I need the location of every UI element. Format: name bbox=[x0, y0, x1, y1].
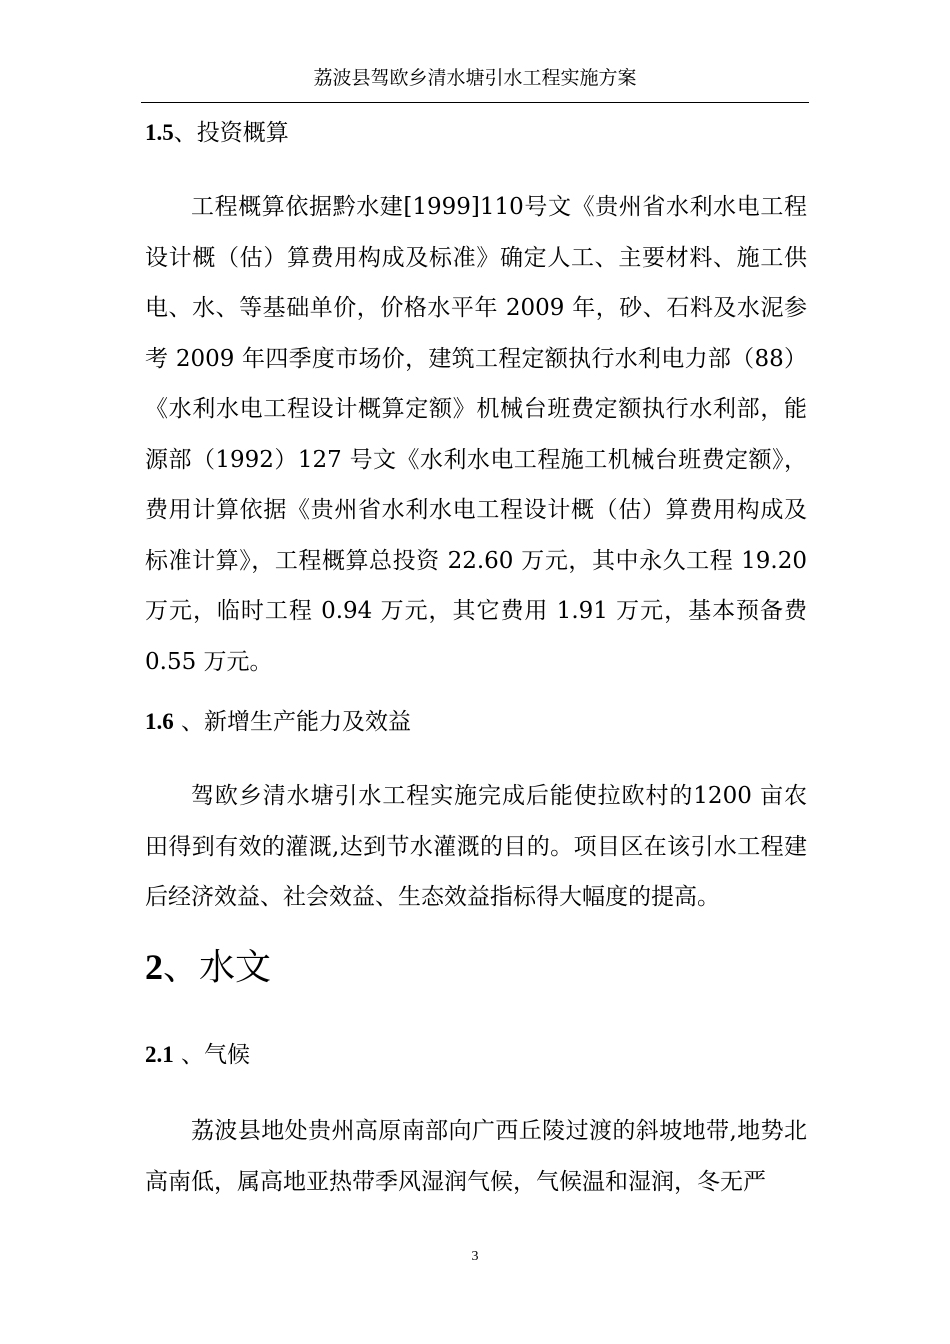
chapter-2-heading bbox=[145, 945, 271, 990]
section-2-1-heading bbox=[145, 1039, 250, 1071]
section-title: 、新增生产能力及效益 bbox=[173, 709, 412, 735]
header-rule bbox=[141, 102, 809, 103]
section-1-6-heading bbox=[145, 706, 411, 738]
section-number: 1.6 bbox=[145, 709, 174, 734]
section-1-5-body: 工程概算依据黔水建[1999]110号文《贵州省水利水电工程设计概（估）算费用构成及标准》确定人工、主要材料、施工供电、水、等基础单价，价格水平年 2009 年，砂、石料及水泥参考 2009 年四季度市场价，建筑工程定额执行水利电力部（88）《水利水电工程设计概算定额》机械台班费定额执行水利部，能源部（1992）127 号文《水利水电工程施工机械台班费定额》，费用计算依据《贵州省水利水电工程设计概（估）算费用构成及标准计算》，工程概算总投资 22.60 万元，其中永久工程 19.20 万元，临时工程 0.94 万元，其它费用 1.91 万元，基本预备费 0.55 万元。 bbox=[145, 194, 808, 675]
section-2-1-body: 荔波县地处贵州高原南部向广西丘陵过渡的斜坡地带,地势北高南低，属高地亚热带季风湿润气候，气候温和湿润，冬无严 bbox=[145, 1118, 807, 1195]
section-1-6-body: 驾欧乡清水塘引水工程实施完成后能使拉欧村的1200 亩农田得到有效的灌溉,达到节水灌溉的目的。项目区在该引水工程建后经济效益、社会效益、生态效益指标得大幅度的提高。 bbox=[145, 783, 807, 910]
section-number: 2.1 bbox=[145, 1042, 174, 1067]
section-title: 、投资概算 bbox=[173, 120, 289, 146]
section-1-5-heading bbox=[145, 117, 289, 149]
chapter-title: 、水文 bbox=[163, 947, 272, 988]
section-number: 1.5 bbox=[145, 120, 174, 145]
page-header-title: 荔波县驾欧乡清水塘引水工程实施方案 bbox=[313, 67, 637, 89]
page-number: 3 bbox=[471, 1249, 479, 1264]
chapter-number: 2 bbox=[145, 947, 163, 987]
section-title: 、气候 bbox=[173, 1042, 251, 1068]
